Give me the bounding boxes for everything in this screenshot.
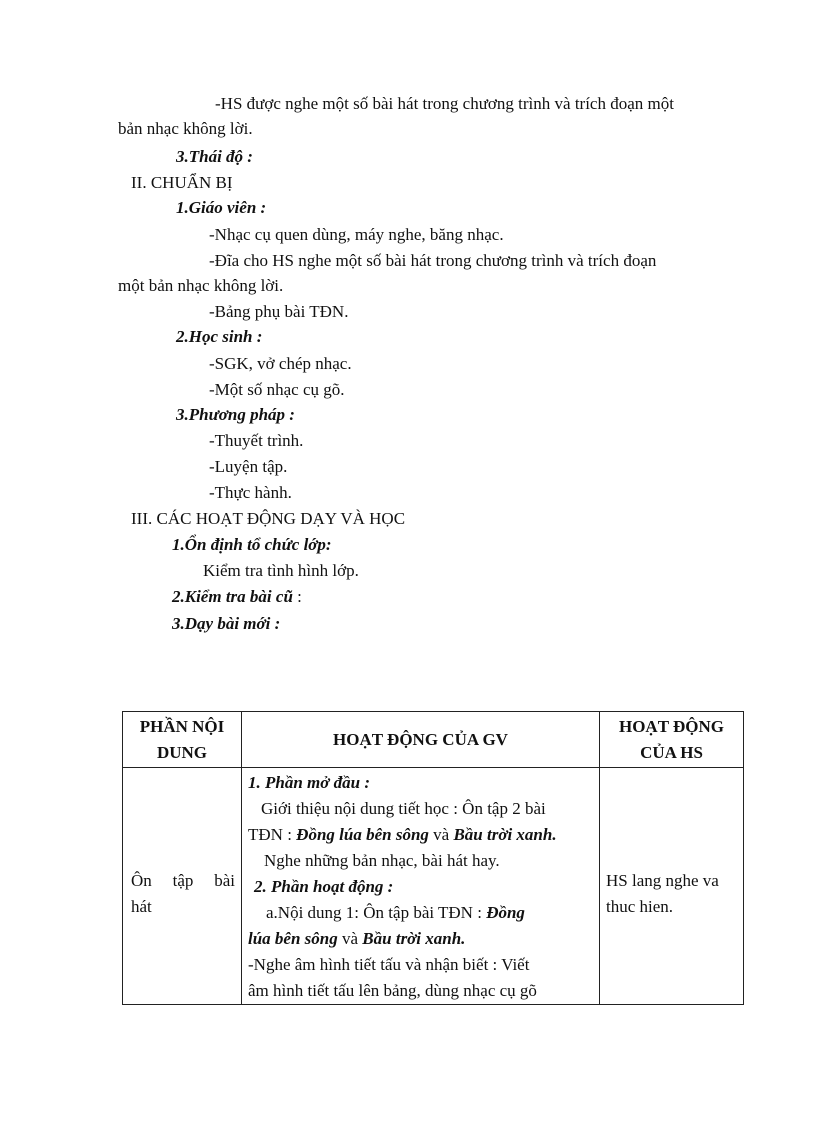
student-item: -Một số nhạc cụ gõ. <box>209 380 345 399</box>
content-word: Ôn <box>131 871 152 890</box>
song-title: lúa bên sông <box>248 929 338 948</box>
header-content-line-1: PHẦN NỘI <box>139 716 225 736</box>
song-title: Đồng lúa bên sông <box>296 825 429 844</box>
teacher-heading: 1.Giáo viên : <box>176 198 267 217</box>
part-1-line: Giới thiệu nội dung tiết học : Ôn tập 2 bài <box>261 799 546 818</box>
text-run: a.Nội dung 1: Ôn tập bài TĐN : <box>266 903 487 922</box>
teacher-item: -Đĩa cho HS nghe một số bài hát trong chương trình và trích đoạn <box>209 251 657 270</box>
part-2-heading: 2. Phần hoạt động : <box>254 877 394 896</box>
step-1-text: Kiểm tra tình hình lớp. <box>203 561 359 580</box>
header-content <box>123 712 242 768</box>
step-2-suffix: : <box>292 587 302 606</box>
header-student-line-1: HOẠT ĐỘNG <box>618 716 724 736</box>
attitude-heading: 3.Thái độ : <box>176 147 253 166</box>
method-item: -Thuyết trình. <box>209 431 304 450</box>
table-row <box>123 768 744 1005</box>
section-2-title: II. CHUẨN BỊ <box>131 173 233 192</box>
content-word: bài <box>214 871 235 890</box>
method-heading: 3.Phương pháp : <box>176 405 295 424</box>
header-content-line-2: DUNG <box>156 742 208 762</box>
student-activity-line-1: HS lang nghe va <box>606 871 719 890</box>
part-2-line: -Nghe âm hình tiết tấu và nhận biết : Viết <box>248 955 530 974</box>
teacher-item: -Bảng phụ bài TĐN. <box>209 302 349 321</box>
lesson-plan-table <box>122 711 744 1005</box>
method-item: -Thực hành. <box>209 483 292 502</box>
header-teacher-activity: HOẠT ĐỘNG CỦA GV <box>242 712 600 768</box>
table-header-row <box>123 712 744 768</box>
text-run: TĐN : <box>248 825 297 844</box>
step-2-heading-text: 2.Kiểm tra bài cũ <box>172 587 293 606</box>
teacher-activity-cell <box>242 768 600 1005</box>
teacher-activity-text <box>242 768 599 1004</box>
teacher-item: -Nhạc cụ quen dùng, máy nghe, băng nhạc. <box>209 225 504 244</box>
step-2-heading <box>172 586 302 608</box>
part-2-line <box>248 900 595 926</box>
student-item: -SGK, vở chép nhạc. <box>209 354 352 373</box>
content-word: tập <box>172 871 194 890</box>
step-1-heading: 1.Ổn định tổ chức lớp: <box>172 535 332 554</box>
method-item: -Luyện tập. <box>209 457 288 476</box>
song-title: Đồng <box>486 903 525 922</box>
song-title: Bầu trời xanh. <box>362 929 466 948</box>
part-1-line: Nghe những bản nhạc, bài hát hay. <box>264 851 500 870</box>
content-cell <box>123 768 242 1005</box>
step-3-heading: 3.Dạy bài mới : <box>172 614 281 633</box>
header-student-line-2: CỦA HS <box>640 742 703 762</box>
intro-line-2: bản nhạc không lời. <box>118 119 253 138</box>
part-2-line: âm hình tiết tấu lên bảng, dùng nhạc cụ gõ <box>248 981 537 1000</box>
teacher-item: một bản nhạc không lời. <box>118 276 284 295</box>
text-run: và <box>337 929 363 948</box>
intro-line-1: -HS được nghe một số bài hát trong chương trình và trích đoạn một <box>215 94 674 113</box>
content-text <box>123 868 241 920</box>
content-line-2: hát <box>131 897 152 916</box>
student-heading: 2.Học sinh : <box>176 327 263 346</box>
student-activity-text <box>600 868 743 920</box>
part-1-line <box>248 822 595 848</box>
student-activity-cell <box>600 768 744 1005</box>
text-run: và <box>428 825 454 844</box>
part-1-heading: 1. Phần mở đầu : <box>248 773 371 792</box>
section-3-title: III. CÁC HOẠT ĐỘNG DẠY VÀ HỌC <box>131 509 406 528</box>
student-activity-line-2: thuc hien. <box>606 897 674 916</box>
part-2-line <box>248 926 595 952</box>
song-title: Bầu trời xanh. <box>453 825 557 844</box>
content-line-1 <box>131 868 235 894</box>
header-student-activity <box>600 712 744 768</box>
